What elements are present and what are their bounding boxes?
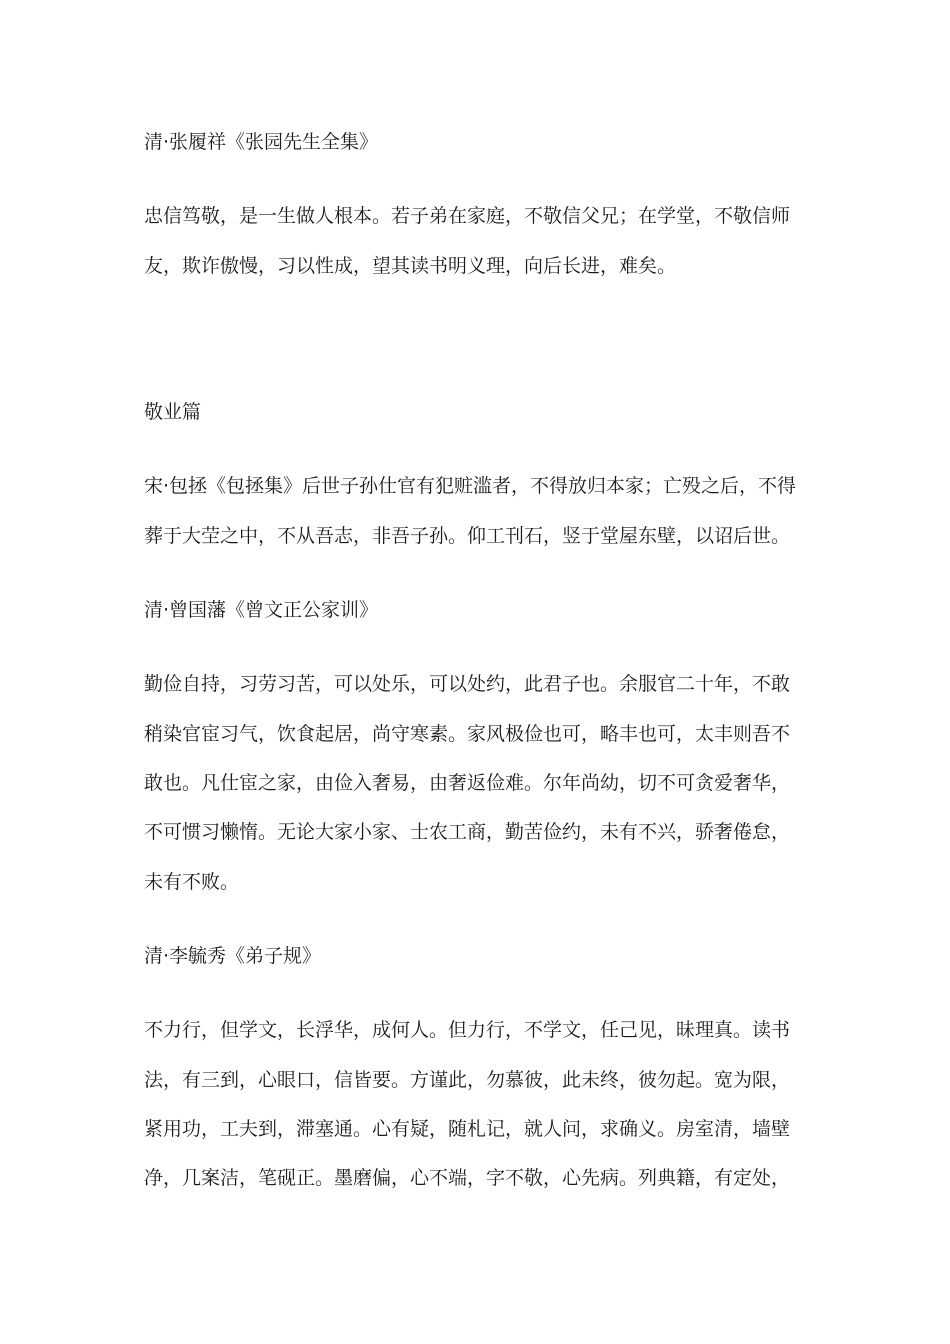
paragraph-line: 友，欺诈傲慢，习以性成，望其读书明义理，向后长进，难矣。 (144, 255, 677, 277)
paragraph-line: 勤俭自持，习劳习苦，可以处乐，可以处约，此君子也。余服官二十年，不敢 (144, 673, 791, 695)
paragraph-line: 稍染官宦习气，饮食起居，尚守寒素。家风极俭也可，略丰也可，太丰则吾不 (144, 723, 791, 745)
paragraph-line: 不可惯习懒惰。无论大家小家、士农工商，勤苦俭约，未有不兴，骄奢倦怠， (144, 821, 791, 843)
source-heading-zeng-guofan: 清·曾国藩《曾文正公家训》 (144, 599, 379, 621)
paragraph-line: 敢也。凡仕宦之家，由俭入奢易，由奢返俭难。尔年尚幼，切不可贪爱奢华， (144, 772, 791, 794)
paragraph-line: 宋·包拯《包拯集》后世子孙仕官有犯赃滥者，不得放归本家；亡殁之后，不得 (144, 475, 797, 497)
section-heading-jingye: 敬业篇 (144, 401, 202, 423)
paragraph-line: 紧用功，工夫到，滞塞通。心有疑，随札记，就人问，求确义。房室清，墙壁 (144, 1118, 791, 1140)
paragraph-line: 净，几案洁，笔砚正。墨磨偏，心不端，字不敬，心先病。列典籍，有定处， (144, 1167, 791, 1189)
paragraph-line: 不力行，但学文，长浮华，成何人。但力行，不学文，任己见，昧理真。读书 (144, 1019, 791, 1041)
source-heading-zhang-lvxiang: 清·张履祥《张园先生全集》 (144, 131, 379, 153)
paragraph-line: 葬于大茔之中，不从吾志，非吾子孙。仰工刊石，竖于堂屋东壁，以诏后世。 (144, 525, 791, 547)
paragraph-line: 未有不败。 (144, 871, 240, 893)
source-heading-li-yuxiu: 清·李毓秀《弟子规》 (144, 945, 322, 967)
paragraph-line: 法，有三到，心眼口，信皆要。方谨此，勿慕彼，此未终，彼勿起。宽为限， (144, 1069, 791, 1091)
paragraph-line: 忠信笃敬，是一生做人根本。若子弟在家庭，不敬信父兄；在学堂，不敬信师 (144, 205, 791, 227)
